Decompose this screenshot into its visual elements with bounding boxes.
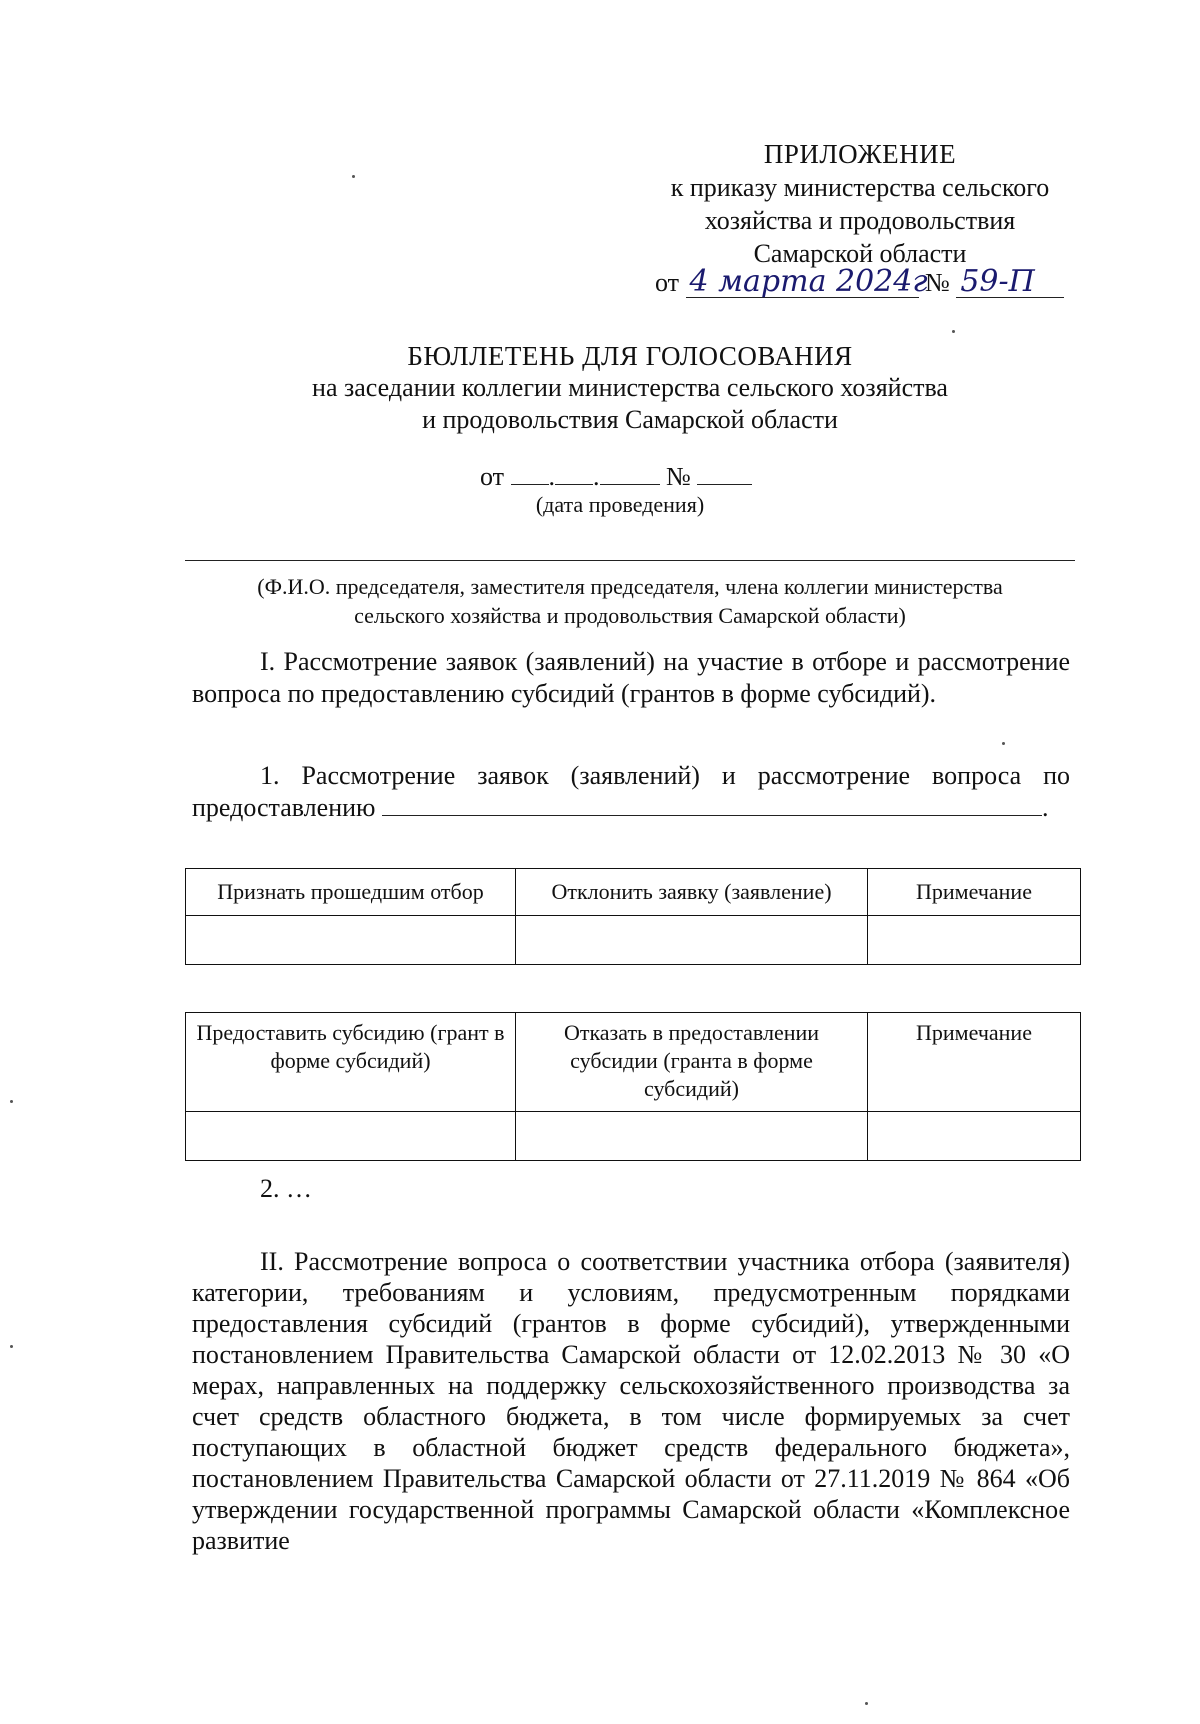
day-blank (511, 460, 549, 485)
scan-speck (952, 330, 955, 333)
bulletin-title: БЮЛЛЕТЕНЬ ДЛЯ ГОЛОСОВАНИЯ (407, 341, 853, 371)
appendix-line-1: к приказу министерства сельского (670, 173, 1050, 202)
section-2-paragraph: II. Рассмотрение вопроса о соответствии участника отбора (заявителя) категории, требованиям и условиям, предусмотренным порядками предоставления субсидий (грантов в форме субсидий), утвержденными постановлением Правительства Самарской области от 12.02.2013 № 30 «О мерах, направленных на поддержку сельскохозяйственного производства за счет средств областного бюджета, в том числе формируемых за счет поступающих в областной бюджет средств федерального бюджета», постановлением Правительства Самарской области от 27.11.2019 № 864 «Об утверждении государственной программы Самарской области «Комплексное развитие (192, 1247, 1070, 1555)
order-number-label: № (925, 268, 950, 297)
handwritten-number: 59-П (956, 267, 1064, 298)
item-1-paragraph (192, 760, 1070, 824)
order-reference (655, 266, 1095, 300)
table-header-cell: Отказать в предоставлении субсидии (гранта в форме субсидий) (516, 1013, 868, 1112)
table-header-cell: Предоставить субсидию (грант в форме субсидий) (186, 1013, 516, 1112)
scan-speck (865, 1702, 868, 1705)
date-separator: . (593, 462, 600, 491)
table-header-row (186, 869, 1081, 916)
bulletin-heading (180, 340, 1080, 436)
vote-cell[interactable] (516, 916, 868, 965)
table-header-row (186, 1013, 1081, 1112)
section-1-paragraph: I. Рассмотрение заявок (заявлений) на участие в отборе и рассмотрение вопроса по предоставлению субсидий (грантов в форме субсидий). (192, 647, 1070, 708)
appendix-line-2: хозяйства и продовольствия (704, 206, 1016, 235)
note-cell[interactable] (868, 1112, 1081, 1161)
item-1-text: 1. Рассмотрение заявок (заявлений) и рассмотрение вопроса по предоставлению (192, 761, 1070, 822)
selection-vote-table (185, 868, 1081, 965)
name-signature-line (185, 560, 1075, 561)
table-header-cell: Примечание (868, 869, 1081, 916)
scan-speck (10, 1100, 13, 1103)
item-2-text: 2. … (260, 1174, 312, 1203)
order-from-label: от (655, 268, 680, 297)
item-1-end: . (1041, 793, 1049, 822)
name-caption-line-2: сельского хозяйства и продовольствия Самарской области) (354, 603, 906, 628)
table-header-cell: Отклонить заявку (заявление) (516, 869, 868, 916)
table-header-cell: Примечание (868, 1013, 1081, 1112)
vote-cell[interactable] (186, 916, 516, 965)
item-1-fill-line (382, 793, 1042, 816)
bulletin-subtitle-1: на заседании коллегии министерства сельского хозяйства (312, 373, 948, 402)
appendix-block (640, 138, 1080, 270)
subsidy-vote-table (185, 1012, 1081, 1161)
table-header-cell: Признать прошедшим отбор (186, 869, 516, 916)
date-from-label: от (480, 462, 505, 491)
scan-speck (1002, 742, 1005, 745)
note-cell[interactable] (868, 916, 1081, 965)
appendix-title: ПРИЛОЖЕНИЕ (763, 139, 957, 169)
month-blank (555, 460, 593, 485)
appendix-line-3: Самарской области (753, 239, 967, 268)
vote-cell[interactable] (516, 1112, 868, 1161)
vote-cell[interactable] (186, 1112, 516, 1161)
bulletin-subtitle-2: и продовольствия Самарской области (422, 405, 838, 434)
year-blank (600, 460, 660, 485)
table-row (186, 916, 1081, 965)
scan-speck (10, 1345, 13, 1348)
meeting-number-label: № (666, 462, 691, 491)
meeting-date-line (480, 460, 840, 492)
name-caption-line-1: (Ф.И.О. председателя, заместителя председателя, члена коллегии министерства (257, 574, 1003, 599)
handwritten-date: 4 марта 2024г (686, 267, 919, 298)
table-row (186, 1112, 1081, 1161)
date-separator: . (548, 462, 556, 491)
date-caption: (дата проведения) (535, 492, 705, 517)
scan-speck (352, 175, 355, 178)
meeting-number-blank (697, 460, 752, 485)
name-caption (190, 572, 1070, 630)
